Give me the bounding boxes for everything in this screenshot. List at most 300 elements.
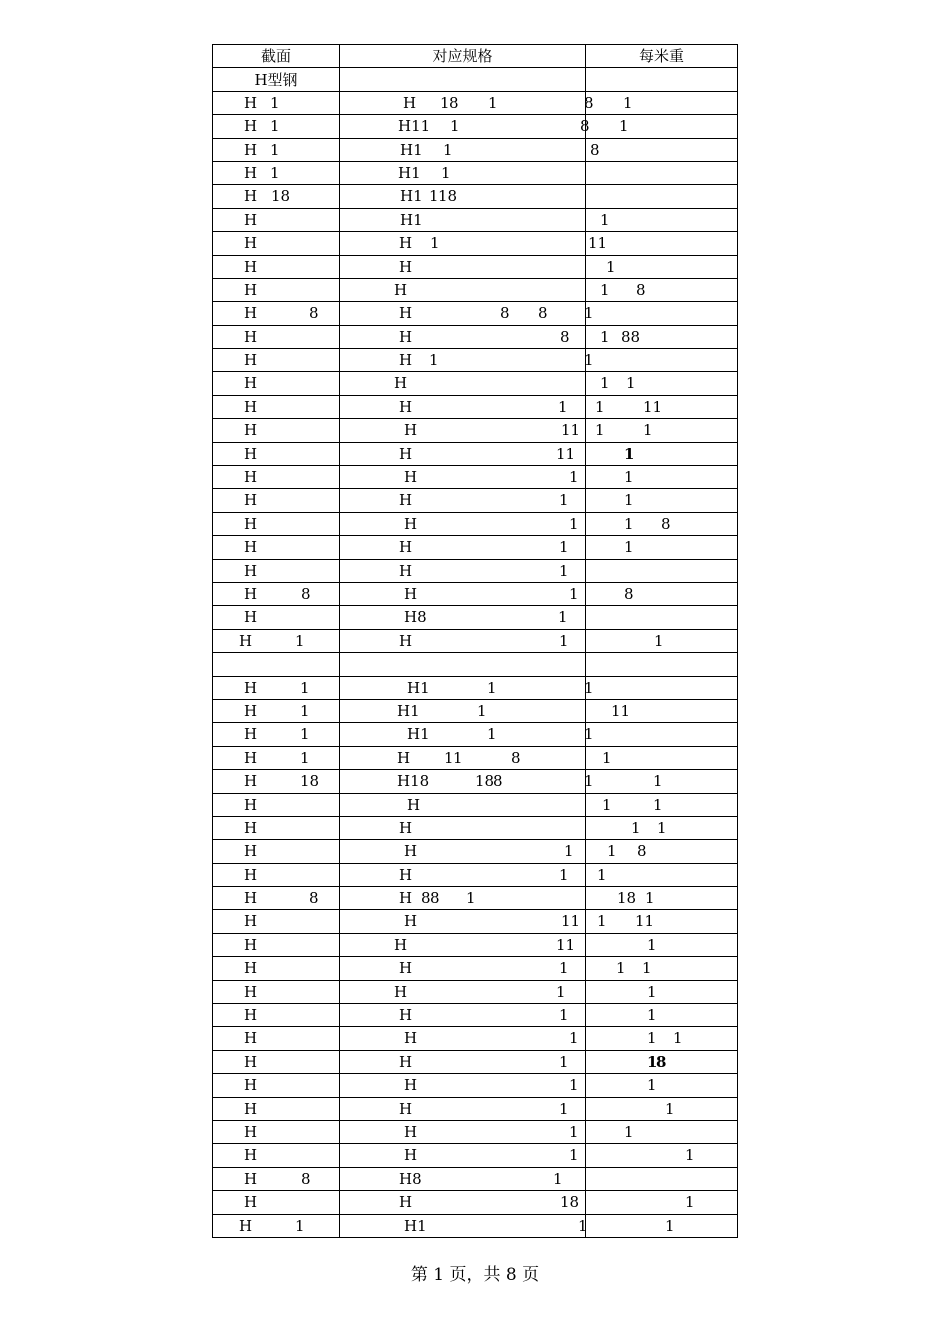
cell-text: 8 [430,889,440,908]
cell-text: H [244,1193,258,1212]
cell-text: H [397,748,411,767]
cell-spec [340,489,586,512]
cell-section [213,91,340,114]
cell-text: 1 [584,725,594,744]
cell-spec [340,325,586,348]
cell-spec [340,1004,586,1027]
cell-weight [586,512,738,535]
table-row [213,1167,738,1190]
cell-text: 11 [556,444,576,463]
cell-text: H [399,397,413,416]
cell-text: H [244,865,258,884]
cell-weight [586,536,738,559]
cell-text: 1 [607,842,617,861]
cell-text: H1 [400,210,423,229]
cell-text: 1 [600,374,610,393]
table-row [213,816,738,839]
cell-text: 1 [624,1122,634,1141]
table-row [213,629,738,652]
cell-text: H [244,748,258,767]
cell-text: 1 [584,678,594,697]
table-row [213,1004,738,1027]
table-row [213,582,738,605]
cell-text: H1 [398,163,421,182]
table-row [213,1191,738,1214]
cell-text: H [244,935,258,954]
table-row [213,1050,738,1073]
cell-text: 1 [559,1099,569,1118]
cell-text: 1 [430,234,440,253]
cell-section [213,910,340,933]
cell-text: H [244,982,258,1001]
cell-text: 1 [564,842,574,861]
cell-spec [340,466,586,489]
cell-text: 1 [584,304,594,323]
cell-text: 1 [559,538,569,557]
table-row [213,980,738,1003]
cell-text: H [399,818,413,837]
table-row [213,325,738,348]
cell-weight [586,840,738,863]
header-section: 截面 [213,45,340,68]
cell-spec [340,185,586,208]
header-weight: 每米重 [586,45,738,68]
cell-text: 1 [647,1052,658,1071]
cell-text: 1 [559,561,569,580]
cell-section [213,863,340,886]
cell-text: 1 [270,117,280,136]
cell-spec [340,910,586,933]
cell-text: H [394,280,408,299]
cell-weight [586,746,738,769]
cell-text: 8 [538,304,548,323]
cell-text: H [244,234,258,253]
cell-text: 1 [466,889,476,908]
cell-spec [340,1167,586,1190]
cell-weight [586,278,738,301]
cell-weight [586,1004,738,1027]
cell-text: 1 [429,187,439,206]
cell-text: 1 [647,982,657,1001]
cell-text: 8 [636,280,646,299]
cell-spec [340,699,586,722]
cell-section [213,138,340,161]
cell-text: 1 [597,912,607,931]
table-cell-blank [213,653,340,676]
cell-text: 1 [559,491,569,510]
cell-weight [586,887,738,910]
header-spec: 对应规格 [340,45,586,68]
cell-section [213,840,340,863]
cell-text: 8 [421,889,431,908]
cell-text: 11 [561,912,581,931]
cell-text: H [399,889,413,908]
cell-section [213,980,340,1003]
cell-text: 1 [487,678,497,697]
cell-section [213,115,340,138]
section-label-row [213,68,738,91]
cell-text: H [404,1146,418,1165]
cell-text: 1 [295,1216,305,1235]
cell-weight [586,1074,738,1097]
cell-text: 1 [624,538,634,557]
cell-text: H [244,374,258,393]
table-row [213,442,738,465]
cell-text: 1 [600,210,610,229]
cell-text: H [244,210,258,229]
cell-section [213,957,340,980]
cell-text: 1 [270,140,280,159]
cell-weight [586,559,738,582]
cell-text: 8 [500,304,510,323]
cell-text: H [399,959,413,978]
cell-weight [586,676,738,699]
cell-text: H [244,327,258,346]
cell-text: H [239,631,253,650]
cell-text: 1 [665,1216,675,1235]
spec-table [212,44,737,1238]
cell-section [213,395,340,418]
cell-section [213,372,340,395]
cell-text: H [399,444,413,463]
cell-text: H [244,1099,258,1118]
cell-spec [340,676,586,699]
cell-text: 1 [645,889,655,908]
table-row [213,115,738,138]
cell-text: H [244,421,258,440]
cell-weight [586,395,738,418]
cell-weight [586,91,738,114]
cell-text: H [244,584,258,603]
cell-spec [340,1120,586,1143]
cell-spec [340,536,586,559]
header-row [213,45,738,68]
table-row [213,957,738,980]
cell-text: 1 [623,93,633,112]
table-row [213,1214,738,1237]
cell-section [213,536,340,559]
cell-text: 8 [301,584,311,603]
cell-weight [586,1214,738,1237]
cell-weight [580,115,738,138]
cell-text: H [244,561,258,580]
cell-section [213,887,340,910]
table-row [213,559,738,582]
cell-text: H [399,491,413,510]
cell-text: 1 [685,1146,695,1165]
table-row [213,232,738,255]
cell-weight [586,910,738,933]
cell-text: H [399,631,413,650]
cell-text: H [404,1076,418,1095]
cell-text: 1 [619,117,629,136]
cell-text: H [399,538,413,557]
cell-text: H [244,257,258,276]
cell-text: 18 [300,772,320,791]
cell-section [213,1074,340,1097]
table-row [213,512,738,535]
cell-weight [586,185,738,208]
cell-spec [340,91,586,114]
cell-text: H [244,1076,258,1095]
cell-text: 1 [300,725,310,744]
cell-text: H [399,304,413,323]
cell-spec [340,793,586,816]
cell-text: H [244,678,258,697]
cell-text: H [244,491,258,510]
cell-text: H [404,421,418,440]
cell-text: 1 [653,772,663,791]
cell-weight [586,161,738,184]
table-row [213,466,738,489]
cell-text: H [244,1052,258,1071]
cell-text: 1 [569,1076,579,1095]
cell-weight [586,629,738,652]
table-cell-blank [340,653,586,676]
cell-weight [586,863,738,886]
cell-text: H1 [407,678,430,697]
table-row [213,699,738,722]
cell-section [213,699,340,722]
cell-weight [586,302,738,325]
cell-text: H [404,842,418,861]
table-row [213,1027,738,1050]
cell-text: H [244,140,258,159]
cell-weight [586,1027,738,1050]
cell-spec [340,395,586,418]
cell-text: 8 [560,327,570,346]
table-row [213,419,738,442]
cell-text: 1 [624,444,635,463]
cell-section [213,489,340,512]
cell-text: 8 [309,889,319,908]
cell-section [213,816,340,839]
cell-spec [340,840,586,863]
cell-text: 1 [295,631,305,650]
cell-text: 1 [429,351,439,370]
cell-text: H [244,772,258,791]
cell-weight [586,325,738,348]
cell-text: H8 [399,1169,422,1188]
cell-weight [586,770,738,793]
cell-weight [586,489,738,512]
cell-section [213,793,340,816]
cell-text: 1 [453,748,463,767]
cell-text: 1 [300,701,310,720]
cell-text: H [404,514,418,533]
cell-section [213,746,340,769]
table-row [213,372,738,395]
cell-text: H [244,912,258,931]
cell-text: H [404,912,418,931]
cell-text: 1 [602,795,612,814]
cell-text: H [399,1006,413,1025]
cell-text: H [399,351,413,370]
cell-text: H [407,795,421,814]
table-row [213,1120,738,1143]
cell-text: 1 [553,1169,563,1188]
cell-weight [586,466,738,489]
cell-text: H [404,468,418,487]
cell-text: H [244,351,258,370]
cell-spec [340,606,586,629]
cell-weight [586,1097,738,1120]
cell-section [213,278,340,301]
cell-text: 1 [440,93,450,112]
cell-text: 1 [643,421,653,440]
table-row [213,887,738,910]
cell-text: 1 [597,865,607,884]
cell-section [213,1004,340,1027]
cell-text: 1 [559,631,569,650]
cell-text: 1 [647,935,657,954]
cell-section [213,559,340,582]
cell-text: 1 [647,1029,657,1048]
table-row [213,676,738,699]
cell-spec [340,208,586,231]
cell-text: 18 [475,772,495,791]
cell-text: H [244,1146,258,1165]
cell-weight [586,419,738,442]
cell-text: H [244,1122,258,1141]
table-row [213,1144,738,1167]
cell-weight [586,1120,738,1143]
cell-text: H [399,1193,413,1212]
cell-text: 8 [624,584,634,603]
cell-section [213,582,340,605]
table-row [213,255,738,278]
cell-section [213,512,340,535]
cell-weight [586,138,738,161]
table-row [213,302,738,325]
cell-spec [340,161,586,184]
cell-text: 11 [643,397,663,416]
cell-text: H [399,1099,413,1118]
table-row [213,161,738,184]
cell-text: 1 [558,397,568,416]
cell-section [213,1097,340,1120]
cell-section [213,933,340,956]
table-row [213,185,738,208]
cell-text: H [244,514,258,533]
cell-text: 1 [624,514,634,533]
cell-section [213,606,340,629]
cell-text: 1 [665,1099,675,1118]
cell-section [213,185,340,208]
cell-spec [340,442,586,465]
cell-text: 1 [584,351,594,370]
cell-text: 1 [606,257,616,276]
cell-text: 1 [624,491,634,510]
table-row [213,91,738,114]
cell-text: H [399,1052,413,1071]
cell-text: H [244,1169,258,1188]
cell-section [213,161,340,184]
cell-text: H1 [400,187,423,206]
cell-weight [586,606,738,629]
cell-text: 8 [511,748,521,767]
cell-text: 1 [443,140,453,159]
cell-text: H [244,397,258,416]
cell-spec [340,372,586,395]
cell-section [213,349,340,372]
cell-text: H [244,725,258,744]
cell-text: 8 [656,1052,667,1071]
cell-section [213,1027,340,1050]
cell-spec [340,816,586,839]
cell-text: H [244,795,258,814]
cell-text: 1 [569,1122,579,1141]
cell-section [213,770,340,793]
cell-text: 8 [661,514,671,533]
cell-weight [586,1191,738,1214]
cell-section [213,232,340,255]
cell-section [213,208,340,231]
cell-text: H [244,163,258,182]
cell-section [213,1191,340,1214]
table-row [213,395,738,418]
cell-text: 1 [477,701,487,720]
cell-text: 11 [611,701,631,720]
table-cell-blank [586,653,738,676]
cell-text: H [399,257,413,276]
cell-weight [586,723,738,746]
cell-text: 1 [657,818,667,837]
cell-weight [586,1144,738,1167]
cell-spec [340,1074,586,1097]
cell-spec [340,1144,586,1167]
cell-text: 1 [578,1216,588,1235]
cell-text: 1 [600,327,610,346]
cell-text: 11 [561,421,581,440]
cell-text: H [394,374,408,393]
cell-spec [340,559,586,582]
table-row [213,606,738,629]
cell-text: H18 [397,772,430,791]
cell-spec [340,723,586,746]
cell-spec [340,1214,586,1237]
cell-text: H [404,1029,418,1048]
cell-weight [586,699,738,722]
cell-spec [340,512,586,535]
table-row [213,138,738,161]
cell-text: H [244,818,258,837]
cell-weight [586,816,738,839]
cell-text: 1 [556,982,566,1001]
table-row [213,653,738,676]
cell-text: 1 [642,959,652,978]
cell-text: 88 [621,327,641,346]
cell-section [213,302,340,325]
cell-text: 1 [300,748,310,767]
cell-weight [586,208,738,231]
cell-text: 1 [616,959,626,978]
cell-text: H [244,280,258,299]
cell-text: 1 [624,468,634,487]
cell-text: H [394,935,408,954]
cell-text: 18 [438,187,458,206]
cell-text: 1 [654,631,664,650]
cell-section [213,466,340,489]
cell-text: H [244,93,258,112]
cell-section [213,1144,340,1167]
cell-text: 1 [559,1006,569,1025]
cell-text: H [244,304,258,323]
cell-text: 11 [556,935,576,954]
cell-spec [340,255,586,278]
cell-text: 1 [569,584,579,603]
cell-text: H [244,468,258,487]
